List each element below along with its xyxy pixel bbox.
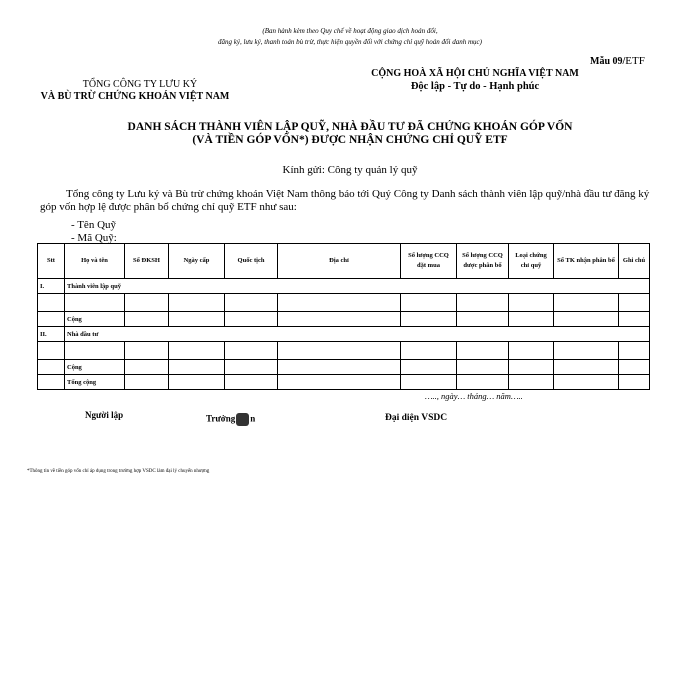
cell-stt: I. [38, 279, 65, 294]
cell-label: Cộng [65, 360, 125, 375]
col-header-nationality: Quốc tịch [225, 244, 278, 279]
signature-preparer: Người lập [85, 410, 124, 420]
org-name-line2: VÀ BÙ TRỪ CHỨNG KHOÁN VIỆT NAM [40, 91, 230, 102]
cell-section-label: Thành viên lập quỹ [65, 279, 650, 294]
regulation-note-line1: (Ban hành kèm theo Quy chế về hoạt động giao dịch hoán đổi, [262, 27, 438, 35]
form-code [590, 55, 645, 67]
cell [125, 375, 169, 390]
cell [401, 342, 457, 360]
col-header-reg-number: Số ĐKSH [125, 244, 169, 279]
cell [457, 312, 509, 327]
table-row [38, 375, 650, 390]
col-header-stt: Stt [38, 244, 65, 279]
cell [401, 360, 457, 375]
cell-stt [38, 294, 65, 312]
cell-stt [38, 375, 65, 390]
cell [169, 375, 225, 390]
table-row [38, 294, 650, 312]
document-title-line2: (VÀ TIỀN GÓP VỐN*) ĐƯỢC NHẬN CHỨNG CHỈ QUỸ ETF [192, 134, 508, 146]
col-header-account-number: Số TK nhận phân bổ [554, 244, 619, 279]
table-row [38, 360, 650, 375]
document-title-line1: DANH SÁCH THÀNH VIÊN LẬP QUỸ, NHÀ ĐẦU TƯ ĐÃ CHỨNG KHOÁN GÓP VỐN [127, 121, 573, 133]
org-name-line1: TỔNG CÔNG TY LƯU KÝ [82, 79, 198, 90]
cell [509, 360, 554, 375]
cell [278, 342, 401, 360]
cell-stt [38, 312, 65, 327]
cell [554, 360, 619, 375]
signature-head-prefix: Trưởng [206, 413, 236, 424]
regulation-note-line2: đăng ký, lưu ký, thanh toán bù trừ, thực hiện quyền đối với chứng chỉ quỹ hoán đổi danh mục) [218, 38, 482, 46]
cell [401, 312, 457, 327]
table-row [38, 327, 650, 342]
cell [125, 294, 169, 312]
cell-label [65, 342, 125, 360]
table-row [38, 312, 650, 327]
signature-representative: Đại diện VSDC [385, 413, 448, 423]
cell [125, 360, 169, 375]
cell [225, 375, 278, 390]
col-header-issue-date: Ngày cấp [169, 244, 225, 279]
cell [169, 294, 225, 312]
cell-stt: II. [38, 327, 65, 342]
cell-label: Tổng cộng [65, 375, 125, 390]
cell [554, 375, 619, 390]
cell [225, 342, 278, 360]
cell-stt [38, 360, 65, 375]
cell [509, 294, 554, 312]
cell [457, 360, 509, 375]
bullet-fund-code: - Mã Quỹ: [71, 232, 117, 244]
cell [509, 375, 554, 390]
cell-label: Cộng [65, 312, 125, 327]
cell [169, 342, 225, 360]
col-header-full-name: Họ và tên [65, 244, 125, 279]
cell [457, 294, 509, 312]
body-paragraph: Tổng công ty Lưu ký và Bù trừ chứng khoán Việt Nam thông báo tới Quý Công ty Danh sách thành viên lập quỹ/nhà đầu tư đăng ký góp vốn hợp lệ được phân bổ chứng chỉ quỹ ETF như sau: [40, 188, 650, 213]
cell [225, 312, 278, 327]
cell [225, 294, 278, 312]
national-motto: Độc lập - Tự do - Hạnh phúc [410, 81, 540, 92]
form-code-prefix: Mẫu 09/ [590, 56, 626, 67]
republic-heading: CỘNG HOÀ XÃ HỘI CHỦ NGHĨA VIỆT NAM [371, 68, 579, 79]
cell [509, 342, 554, 360]
greeting: Kính gửi: Công ty quản lý quỹ [282, 164, 418, 176]
cell [401, 294, 457, 312]
col-header-qty-ordered: Số lượng CCQ đặt mua [401, 244, 457, 279]
cell [125, 312, 169, 327]
cell-stt [38, 342, 65, 360]
table-header-row [38, 244, 650, 279]
cell [554, 342, 619, 360]
cell [169, 312, 225, 327]
cell [278, 294, 401, 312]
col-header-address: Địa chỉ [278, 244, 401, 279]
cell [169, 360, 225, 375]
cell [457, 342, 509, 360]
cell [554, 312, 619, 327]
cell [619, 294, 650, 312]
cell [457, 375, 509, 390]
cell [278, 360, 401, 375]
footnote: *Thông tin về tiền góp vốn chỉ áp dụng trong trường hợp VSDC làm đại lý chuyển nhượng [27, 469, 210, 474]
cell [619, 360, 650, 375]
bullet-fund-name: - Tên Quỹ [71, 219, 117, 231]
cell [509, 312, 554, 327]
cell [554, 294, 619, 312]
ink-blot-icon [236, 413, 249, 426]
col-header-qty-allocated: Số lượng CCQ được phân bổ [457, 244, 509, 279]
cell [401, 375, 457, 390]
table-row [38, 342, 650, 360]
signature-head [206, 413, 255, 426]
cell-label [65, 294, 125, 312]
col-header-certificate-type: Loại chứng chỉ quỹ [509, 244, 554, 279]
form-code-suffix: ETF [625, 55, 645, 67]
allocation-table [37, 243, 650, 390]
cell-section-label: Nhà đầu tư [65, 327, 650, 342]
cell [278, 375, 401, 390]
table-row [38, 279, 650, 294]
cell [225, 360, 278, 375]
date-line: ….., ngày… tháng… năm….. [425, 391, 523, 401]
signature-head-suffix: n [250, 413, 256, 424]
col-header-notes: Ghi chú [619, 244, 650, 279]
cell [619, 375, 650, 390]
cell [278, 312, 401, 327]
cell [125, 342, 169, 360]
cell [619, 342, 650, 360]
cell [619, 312, 650, 327]
